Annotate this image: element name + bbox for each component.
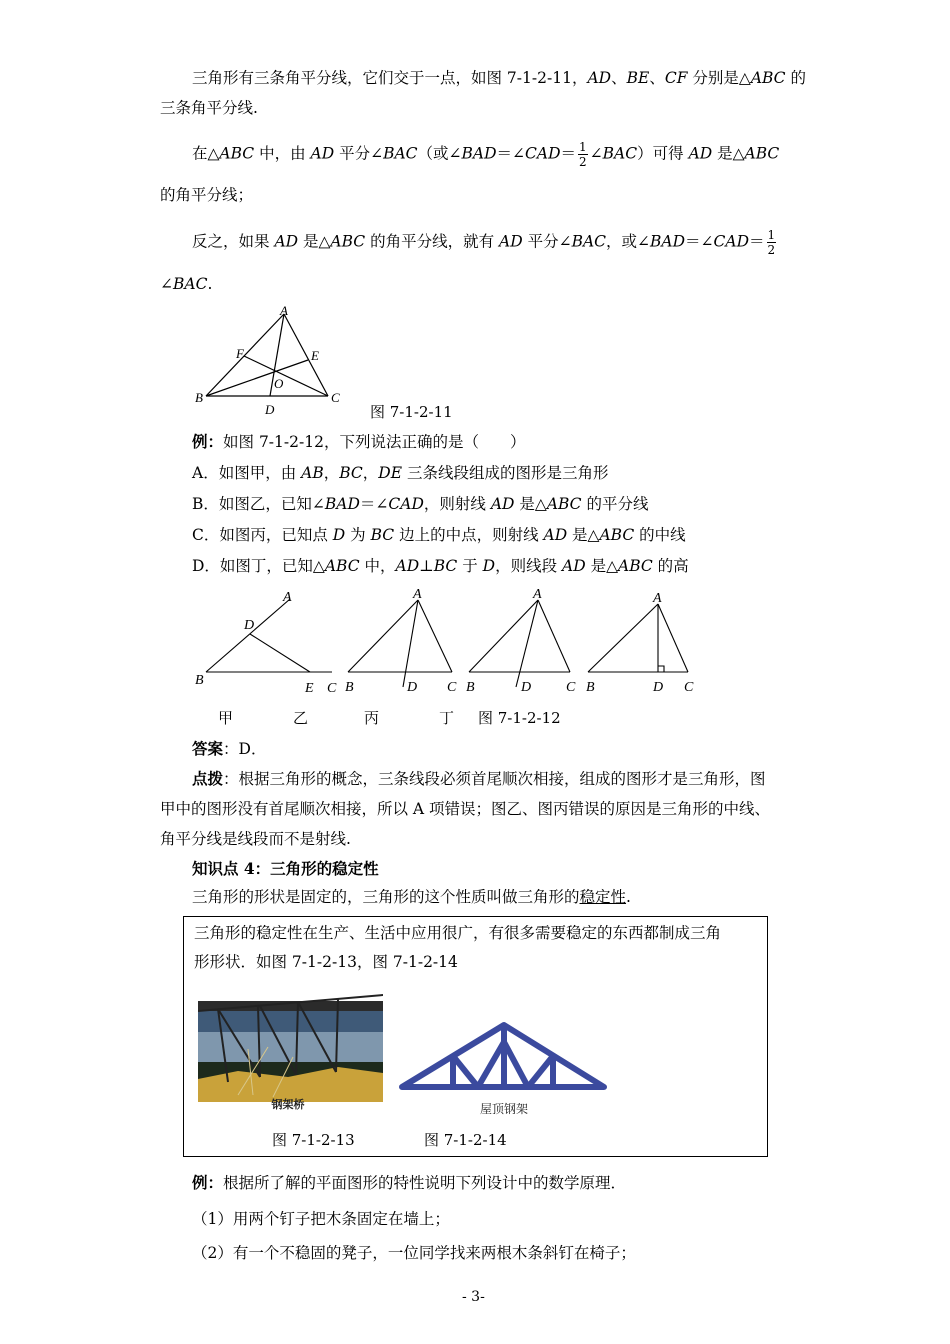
fraction-half-2: $\frac{1}{2}$ [767,228,776,257]
para3-line1: 反之，如果 AD 是△ABC 的角平分线，就有 AD 平分∠BAC，或∠BAD＝∠CAD＝ $\frac{1}{2}$ [192,228,776,257]
term-stability: 稳定性 [579,888,627,906]
fig14-caption: 图 7-1-2-14 [424,1131,507,1149]
page-number: - 3- [462,1289,485,1305]
example1-option-c: C．如图丙，已知点 D 为 BC 边上的中点，则射线 AD 是△ABC 的中线 [192,526,686,544]
fig12-jia-a: A [283,590,292,605]
fig12-name-ding: 丁 [439,709,455,727]
fig12-ding-c: C [684,680,694,695]
fraction-half: $\frac{1}{2}$ [579,140,587,169]
figure-angle-bisectors [190,302,360,420]
application-box [183,916,768,1157]
example1-option-a: A．如图甲，由 AB，BC，DE 三条线段组成的图形是三角形 [192,464,609,482]
fig12-yi-b: B [345,680,354,695]
para1-line1: 三角形有三条角平分线，它们交于一点，如图 7-1-2-11，AD、BE、CF 分别是△ABC 的 [192,69,806,87]
bridge-label: 钢架桥 [271,1099,305,1111]
fig12-yi-d: D [407,680,418,695]
fig12-ding-b: B [586,680,595,695]
fig12-bing-a: A [533,587,542,602]
fig12-jia-e: E [305,681,314,696]
fig12-ding-d: D [653,680,664,695]
example1-option-b: B．如图乙，已知∠BAD＝∠CAD，则射线 AD 是△ABC 的平分线 [192,495,649,513]
example2-item1: （1）用两个钉子把木条固定在墙上； [192,1210,450,1228]
fig11-label-d: D [265,402,275,417]
fig12-jia-c: C [327,681,337,696]
fig12-caption: 图 7-1-2-12 [478,709,561,727]
fig12-jia-b: B [195,673,204,688]
box-line1: 三角形的稳定性在生产、生活中应用很广，有很多需要稳定的东西都制成三角 [194,924,722,942]
example2-stem: 例：根据所了解的平面图形的特性说明下列设计中的数学原理． [192,1173,627,1192]
hint-line1: 点拨：根据三角形的概念，三条线段必须首尾顺次相接，组成的图形才是三角形，图 [192,769,766,788]
fig11-label-a: A [280,303,288,318]
fig13-caption: 图 7-1-2-13 [272,1131,355,1149]
knowledge4-title: 知识点 4：三角形的稳定性 [192,859,379,878]
hint-line3: 角平分线是线段而不是射线. [160,830,351,848]
bridge-photo [198,987,383,1111]
fig11-label-c: C [331,390,340,405]
answer: 答案：D． [192,739,267,758]
fig11-label-o: O [274,376,284,391]
fig12-name-jia: 甲 [218,709,234,727]
fig12-yi-a: A [413,587,422,602]
para1-line2: 三条角平分线. [160,99,258,117]
fig11-label-e: E [311,348,319,363]
figure-four-triangles [190,584,710,696]
knowledge4-text: 三角形的形状是固定的，三角形的这个性质叫做三角形的稳定性. [192,888,631,906]
fig12-name-yi: 乙 [293,709,309,727]
para2-line1: 在△ABC 中，由 AD 平分∠BAC（或∠BAD＝∠CAD＝ $\frac{1}{2}$ ∠BAC）可得 AD 是△ABC [192,140,780,169]
truss-label: 屋顶钢架 [479,1102,529,1116]
fig12-bing-c: C [566,680,576,695]
example2-item2: （2）有一个不稳固的凳子，一位同学找来两根木条斜钉在椅子； [192,1244,636,1262]
fig12-name-bing: 丙 [364,709,380,727]
hint-line2: 甲中的图形没有首尾顺次相接，所以 A 项错误；图乙、图丙错误的原因是三角形的中线、 [160,800,771,818]
fig12-yi-c: C [447,680,457,695]
fig11-label-b: B [195,390,203,405]
fig12-ding-a: A [653,591,662,606]
example1-stem: 例：如图 7-1-2-12，下列说法正确的是（ ） [192,432,526,451]
para3-line2: ∠BAC. [160,275,213,293]
fig12-jia-d: D [244,618,255,633]
fig11-label-f: F [236,346,244,361]
box-line2: 形形状．如图 7-1-2-13，图 7-1-2-14 [194,953,458,971]
fig12-bing-b: B [466,680,475,695]
para2-line2: 的角平分线； [160,186,254,204]
fig12-bing-d: D [521,680,532,695]
roof-truss-image [398,1017,608,1117]
fig11-caption: 图 7-1-2-11 [370,403,453,421]
example1-option-d: D．如图丁，已知△ABC 中，AD⊥BC 于 D，则线段 AD 是△ABC 的高 [192,557,689,575]
